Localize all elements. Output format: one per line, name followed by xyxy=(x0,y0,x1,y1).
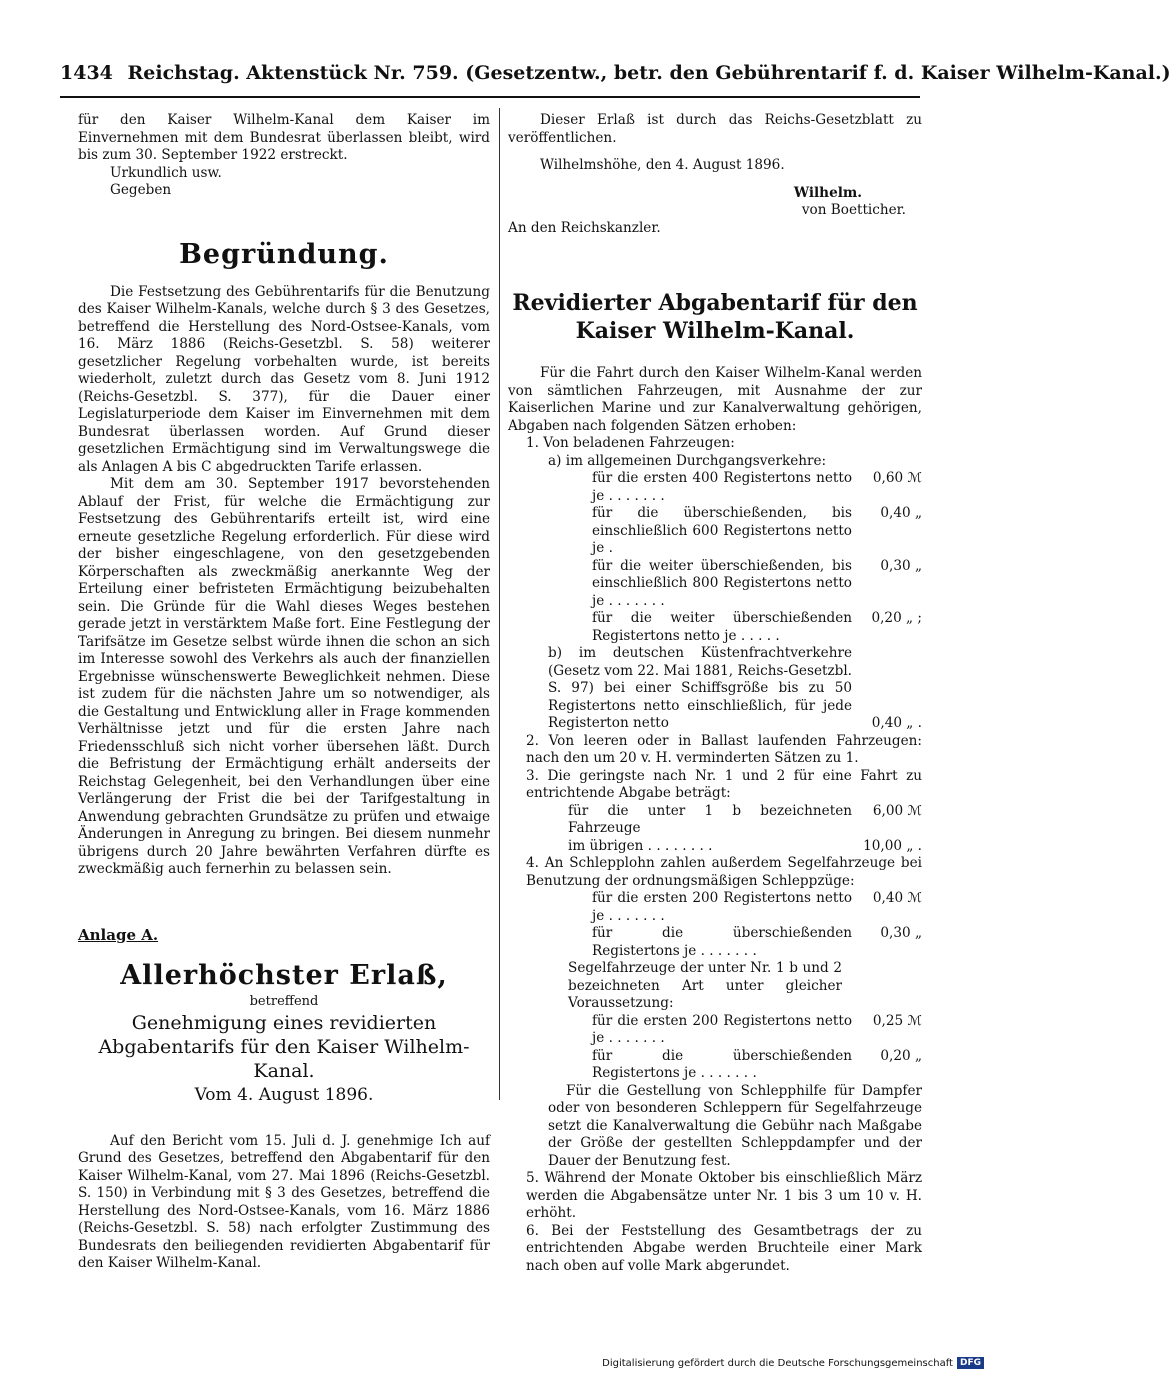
rate-row-value: 0,40 „ . xyxy=(871,715,922,731)
tarif-heading: Revidierter Abgabentarif für den Kaiser Wilhelm-Kanal. xyxy=(512,290,918,344)
segel-text: Segelfahrzeuge der unter Nr. 1 b und 2 bezeichneten Art unter gleicher Voraussetzung: xyxy=(568,960,842,1011)
erlass-date: Vom 4. August 1896. xyxy=(194,1084,374,1105)
genehmigung-heading: Genehmigung eines revidierten Abgabentarifs für den Kaiser Wilhelm-Kanal. xyxy=(98,1011,470,1082)
rate-row-label: für die ersten 200 Registertons netto je . . . . . . . xyxy=(592,890,852,924)
addressee: An den Reichskanzler. xyxy=(508,219,661,236)
page-header xyxy=(60,62,1171,84)
item-5: 5. Während der Monate Oktober bis einschließlich März werden die Abgabensätze unter Nr. 1 bis 3 um 10 v. H. erhöht. xyxy=(526,1170,922,1221)
item-1b: b) im deutschen Küstenfrachtverkehre (Gesetz vom 22. Mai 1881, Reichs-Gesetzbl. S. 97) bei einer Schiffsgröße bis zu 50 Registertons netto einschließlich, für jede Registerton netto xyxy=(548,645,852,731)
footer-text: Digitalisierung gefördert durch die Deutsche Forschungsgemeinschaft xyxy=(602,1357,953,1369)
rate-row-value: 0,25 ℳ xyxy=(872,1012,922,1029)
erlass-heading: Allerhöchster Erlaß, xyxy=(120,960,448,991)
schlepp-text: Für die Gestellung von Schlepphilfe für Dampfer oder von besonderen Schleppern für Segelfahrzeuge setzt die Kanalverwaltung die Gebühr nach Maßgabe der Größe der gestellten Schleppdampfer und der Dauer der Benutzung fest. xyxy=(548,1082,922,1169)
signature-boetticher: von Boetticher. xyxy=(801,202,906,218)
rate-row-label: für die weiter überschießenden Registertons netto je . . . . . xyxy=(592,610,852,644)
item-1: 1. Von beladenen Fahrzeugen: xyxy=(526,435,735,451)
header-rule xyxy=(60,96,920,98)
rate-row-value: 0,40 ℳ xyxy=(872,890,922,906)
anlage-label: Anlage A. xyxy=(78,925,159,944)
tarif-intro: Für die Fahrt durch den Kaiser Wilhelm-Kanal werden von sämtlichen Fahrzeugen, mit Ausnahme der zur Kaiserlichen Marine und zur Kanalverwaltung gehörigen, Abgaben nach folgenden Sätzen erhoben: xyxy=(508,365,922,434)
rate-row-value: 0,30 „ xyxy=(880,557,922,574)
rate-row-label: für die überschießenden Registertons je . . . . . . . xyxy=(592,925,852,959)
rate-row-label: für die ersten 200 Registertons netto je . . . . . . . xyxy=(592,1012,852,1046)
rate-row-label: für die überschießenden, bis einschließlich 600 Registertons netto je . xyxy=(592,505,852,556)
item-4: 4. An Schlepplohn zahlen außerdem Segelfahrzeuge bei Benutzung der ordnungsmäßigen Schleppzüge: xyxy=(526,855,922,889)
urkundlich-text: Urkundlich usw. xyxy=(110,164,222,181)
signature-wilhelm: Wilhelm. xyxy=(793,184,862,201)
erlass-publication: Dieser Erlaß ist durch das Reichs-Gesetzblatt zu veröffentlichen. xyxy=(508,112,922,146)
rate-row-label: für die unter 1 b bezeichneten Fahrzeuge xyxy=(568,802,852,836)
erlass-body: Auf den Bericht vom 15. Juli d. J. genehmige Ich auf Grund des Gesetzes, betreffend den Abgabentarif für den Kaiser Wilhelm-Kanal, vom 27. Mai 1896 (Reichs-Gesetzbl. S. 150) in Verbindung mit § 3 des Gesetzes, betreffend die Herstellung des Nord-Ostsee-Kanals, vom 16. März 1886 (Reichs-Gesetzbl. S. 58) nach erfolgter Zustimmung des Bundesrats den beiliegenden revidierten Abgabentarif für den Kaiser Wilhelm-Kanal. xyxy=(78,1132,490,1271)
footer xyxy=(602,1357,984,1369)
begruendung-para-1: Die Festsetzung des Gebührentarifs für die Benutzung des Kaiser Wilhelm-Kanals, welche durch § 3 des Gesetzes, betreffend die Herstellung des Nord-Ostsee-Kanals, vom 16. März 1886 (Reichs-Gesetzbl. S. 58) weiterer gesetzlicher Regelung vorbehalten wurde, ist bereits wiederholt, zuletzt durch das Gesetz vom 8. Juni 1912 (Reichs-Gesetzbl. S. 377), für die Dauer einer Legislaturperiode dem Kaiser im Einvernehmen mit dem Bundesrat überlassen worden. Auf Grund dieser gesetzlichen Ermächtigung sind im Verwaltungswege die als Anlagen A bis C abgedruckten Tarife erlassen. xyxy=(78,283,490,475)
dfg-logo: DFG xyxy=(957,1357,984,1369)
rate-row-label: für die weiter überschießenden, bis einschließlich 800 Registertons netto je . . . . . . . xyxy=(592,557,852,609)
rate-row-value: 0,20 „ ; xyxy=(871,610,922,626)
rate-row-label: für die ersten 400 Registertons netto je . . . . . . . xyxy=(592,470,852,504)
header-title: Reichstag. Aktenstück Nr. 759. (Gesetzentw., betr. den Gebührentarif f. d. Kaiser Wilhelm-Kanal.) xyxy=(127,62,1171,84)
rate-row-label: für die überschießenden Registertons je . . . . . . . xyxy=(592,1047,852,1081)
rate-row-value: 0,40 „ xyxy=(880,505,922,521)
rate-row-value: 10,00 „ . xyxy=(863,837,922,854)
item-6: 6. Bei der Feststellung des Gesamtbetrags der zu entrichtenden Abgabe werden Bruchteile einer Mark nach oben auf volle Mark abgerundet. xyxy=(526,1222,922,1274)
rate-row-value: 0,20 „ xyxy=(880,1047,922,1064)
rate-row-label: im übrigen . . . . . . . . xyxy=(568,837,713,854)
gegeben-text: Gegeben xyxy=(110,182,172,198)
rate-row-value: 0,30 „ xyxy=(880,925,922,941)
betreffend-text: betreffend xyxy=(249,994,319,1009)
page-number: 1434 xyxy=(60,62,113,84)
left-column xyxy=(78,112,490,1273)
column-divider xyxy=(499,108,500,1100)
item-1a: a) im allgemeinen Durchgangsverkehre: xyxy=(548,452,827,469)
item-3: 3. Die geringste nach Nr. 1 und 2 für eine Fahrt zu entrichtende Abgabe beträgt: xyxy=(526,767,922,801)
begruendung-heading: Begründung. xyxy=(179,238,389,270)
right-column xyxy=(508,112,922,1275)
begruendung-para-2: Mit dem am 30. September 1917 bevorstehenden Ablauf der Frist, für welche die Ermächtigung zur Festsetzung des Gebührentarifs erteilt ist, wird eine erneute gesetzliche Regelung erforderlich. Für diese wird der bisher eingeschlagene, von den gesetzgebenden Körperschaften als zweckmäßig anerkannte Weg der Erteilung einer befristeten Ermächtigung beizubehalten sein. Die Gründe für die Wahl dieses Weges bestehen gerade jetzt in verstärktem Maße fort. Eine Festlegung der Tarifsätze im Gesetze selbst würde ihnen die schon an sich im Interesse sowohl des Verkehrs als auch der finanziellen Ergebnisse wünschenswerte Beweglichkeit nehmen. Diese ist zudem für die nächsten Jahre um so notwendiger, als die Gestaltung und Entwicklung aller in Frage kommenden Verhältnisse jetzt und für die ersten Jahre nach Friedensschluß sich nicht vorher übersehen läßt. Durch die Befristung der Ermächtigung erhält anderseits der Reichstag Gelegenheit, bei den Verhandlungen über eine Verlängerung der Frist die bei der Tarifgestaltung in Anwendung gebrachten Grundsätze zu prüfen und etwaige Änderungen in Anregung zu bringen. Bei diesem nunmehr übrigens durch 20 Jahre bewährten Verfahren dürfte es zweckmäßig auch fernerhin zu belassen sein. xyxy=(78,476,490,877)
rate-row-value: 6,00 ℳ xyxy=(872,802,922,819)
place-date: Wilhelmshöhe, den 4. August 1896. xyxy=(540,157,785,173)
item-2: 2. Von leeren oder in Ballast laufenden Fahrzeugen: nach den um 20 v. H. verminderten Sätzen zu 1. xyxy=(526,732,922,766)
rate-row-value: 0,60 ℳ xyxy=(872,470,922,486)
intro-text: für den Kaiser Wilhelm-Kanal dem Kaiser im Einvernehmen mit dem Bundesrat überlassen bleibt, wird bis zum 30. September 1922 erstreckt. xyxy=(78,112,490,163)
